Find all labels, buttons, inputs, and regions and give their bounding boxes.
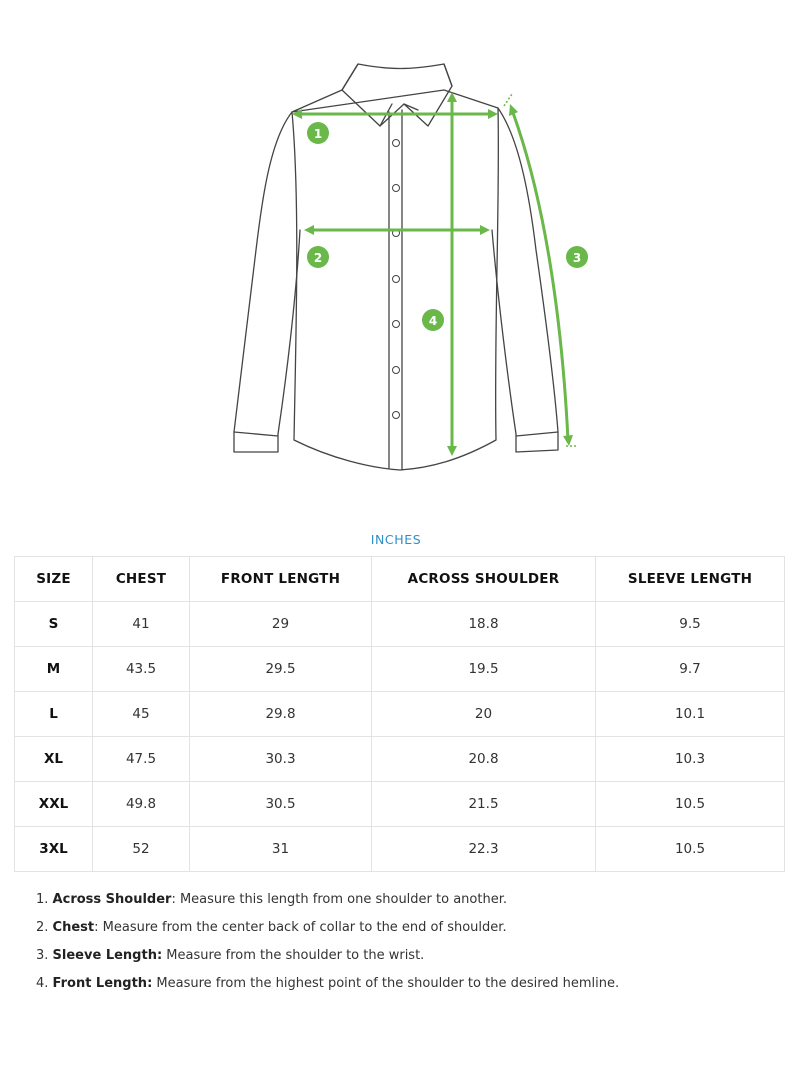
size-cell: M bbox=[15, 647, 93, 692]
marker-2 bbox=[307, 246, 329, 268]
note-term: Chest bbox=[52, 920, 95, 935]
note-term: Across Shoulder bbox=[52, 892, 172, 907]
note-text: Measure from the highest point of the shoulder to the desired hemline. bbox=[152, 976, 620, 991]
sleeve-length-cell: 10.1 bbox=[596, 692, 785, 737]
table-row bbox=[15, 602, 785, 647]
note-term: Sleeve Length: bbox=[52, 948, 163, 963]
table-row bbox=[15, 782, 785, 827]
note-item bbox=[36, 945, 619, 973]
sleeve-length-cell: 10.3 bbox=[596, 737, 785, 782]
marker-1 bbox=[307, 122, 329, 144]
marker-3 bbox=[566, 246, 588, 268]
sleeve-length-cell: 10.5 bbox=[596, 827, 785, 872]
sleeve-length-cell: 9.5 bbox=[596, 602, 785, 647]
table-row bbox=[15, 737, 785, 782]
front-length-cell: 30.3 bbox=[190, 737, 372, 782]
shirt-illustration bbox=[0, 0, 792, 500]
size-cell: S bbox=[15, 602, 93, 647]
left-sleeve-outline bbox=[234, 112, 300, 452]
chest-cell: 45 bbox=[93, 692, 190, 737]
chest-cell: 49.8 bbox=[93, 782, 190, 827]
header-size: SIZE bbox=[15, 557, 93, 602]
note-number: 4. bbox=[36, 976, 49, 991]
table-row bbox=[15, 647, 785, 692]
note-text: : Measure this length from one shoulder to another. bbox=[171, 892, 507, 907]
marker-4 bbox=[422, 309, 444, 331]
across-shoulder-cell: 18.8 bbox=[372, 602, 596, 647]
note-item bbox=[36, 973, 619, 1001]
shirt-measurement-diagram bbox=[0, 0, 792, 500]
chest-cell: 43.5 bbox=[93, 647, 190, 692]
note-number: 2. bbox=[36, 920, 49, 935]
table-header-row bbox=[15, 557, 785, 602]
across-shoulder-cell: 20 bbox=[372, 692, 596, 737]
note-number: 3. bbox=[36, 948, 49, 963]
front-length-cell: 29.5 bbox=[190, 647, 372, 692]
front-length-cell: 29.8 bbox=[190, 692, 372, 737]
unit-label: INCHES bbox=[370, 532, 422, 547]
measurement-notes bbox=[36, 889, 619, 1001]
sleeve-length-cell: 10.5 bbox=[596, 782, 785, 827]
size-chart-table bbox=[14, 556, 785, 872]
note-text: Measure from the shoulder to the wrist. bbox=[162, 948, 425, 963]
marker-1-label: 1 bbox=[313, 127, 323, 141]
header-across-shoulder: ACROSS SHOULDER bbox=[372, 557, 596, 602]
header-chest: CHEST bbox=[93, 557, 190, 602]
across-shoulder-cell: 20.8 bbox=[372, 737, 596, 782]
note-item bbox=[36, 917, 619, 945]
table-row bbox=[15, 692, 785, 737]
size-cell: XXL bbox=[15, 782, 93, 827]
marker-2-label: 2 bbox=[313, 251, 323, 265]
sleeve-length-cell: 9.7 bbox=[596, 647, 785, 692]
front-length-cell: 30.5 bbox=[190, 782, 372, 827]
size-cell: L bbox=[15, 692, 93, 737]
collar-outline bbox=[342, 64, 452, 126]
marker-4-label: 4 bbox=[428, 314, 438, 328]
size-cell: 3XL bbox=[15, 827, 93, 872]
note-number: 1. bbox=[36, 892, 49, 907]
chest-cell: 47.5 bbox=[93, 737, 190, 782]
chest-cell: 41 bbox=[93, 602, 190, 647]
note-text: : Measure from the center back of collar to the end of shoulder. bbox=[94, 920, 507, 935]
table-row bbox=[15, 827, 785, 872]
across-shoulder-cell: 19.5 bbox=[372, 647, 596, 692]
size-cell: XL bbox=[15, 737, 93, 782]
across-shoulder-cell: 21.5 bbox=[372, 782, 596, 827]
note-item bbox=[36, 889, 619, 917]
note-term: Front Length: bbox=[52, 976, 153, 991]
header-sleeve-length: SLEEVE LENGTH bbox=[596, 557, 785, 602]
marker-3-label: 3 bbox=[572, 251, 582, 265]
across-shoulder-cell: 22.3 bbox=[372, 827, 596, 872]
front-length-cell: 29 bbox=[190, 602, 372, 647]
front-length-cell: 31 bbox=[190, 827, 372, 872]
right-sleeve-outline bbox=[492, 108, 558, 452]
header-front-length: FRONT LENGTH bbox=[190, 557, 372, 602]
chest-cell: 52 bbox=[93, 827, 190, 872]
